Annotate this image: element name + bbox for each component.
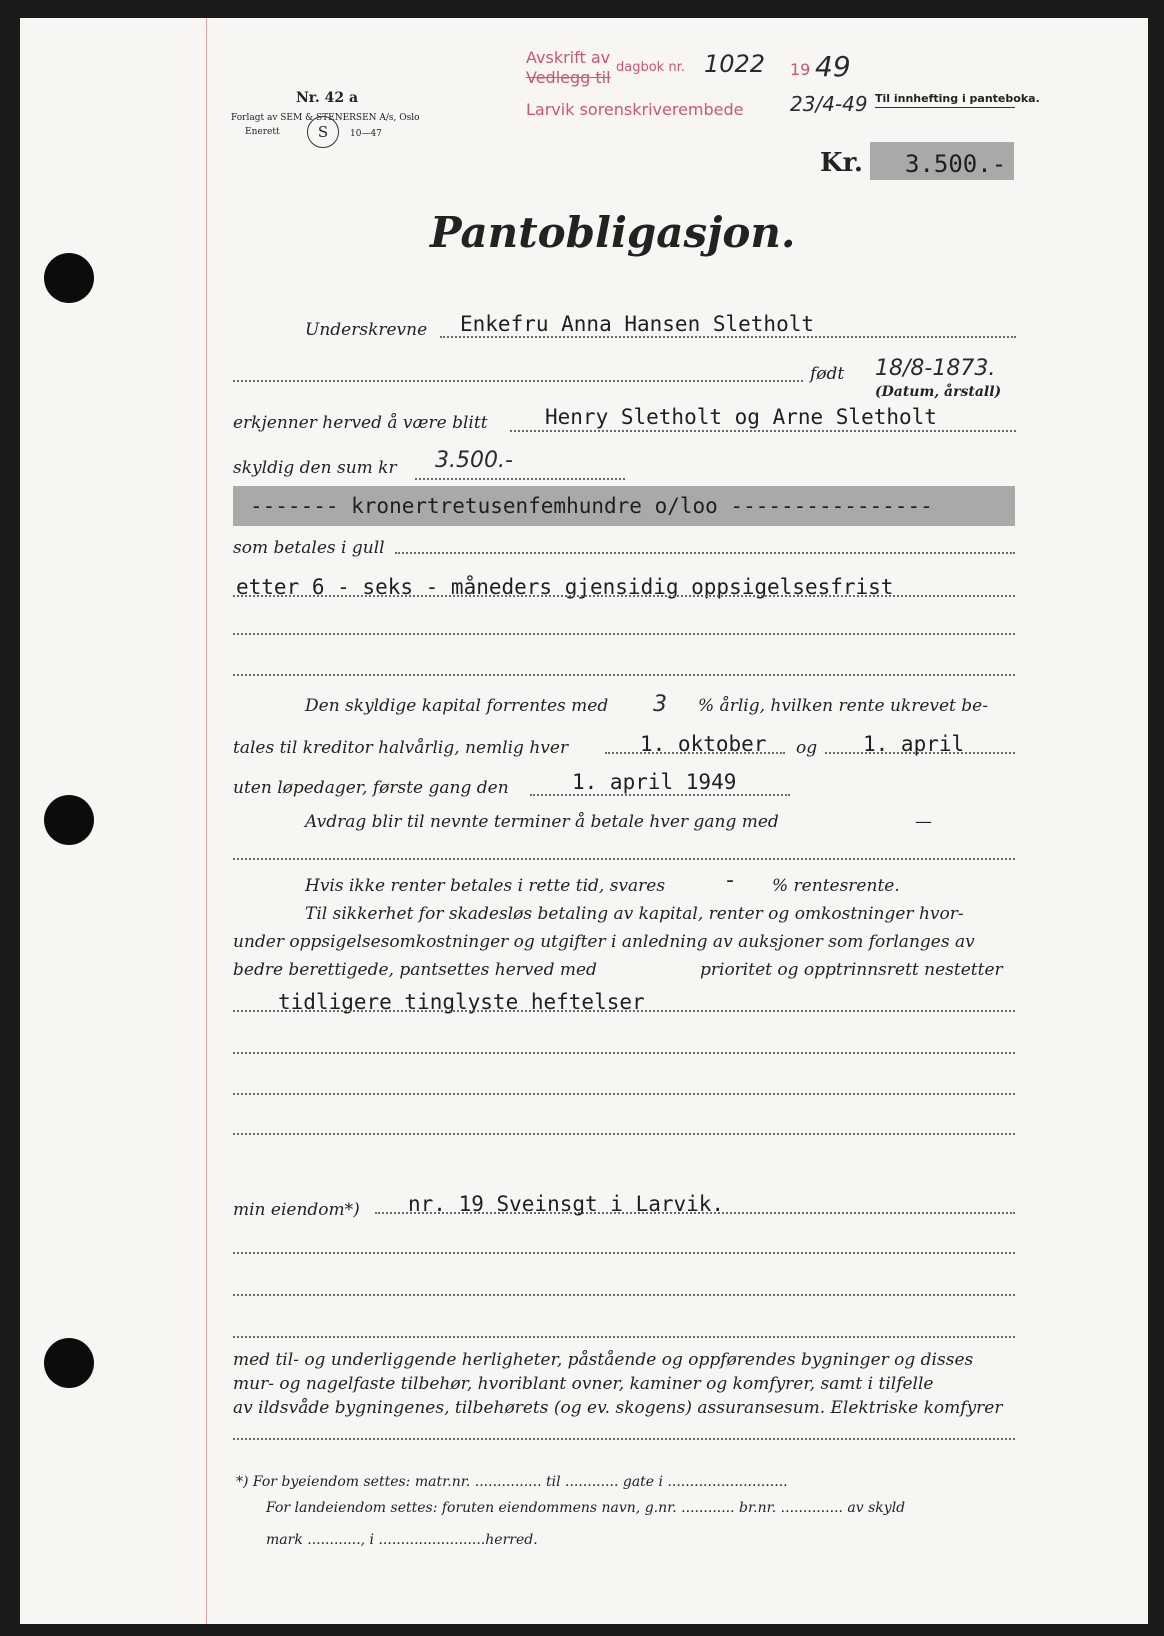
margin-rule — [206, 18, 207, 1624]
dotted-line — [233, 1010, 1015, 1012]
born-label: født — [810, 364, 845, 384]
interest-text2: % årlig, hvilken rente ukrevet be- — [698, 696, 988, 716]
dotted-line — [530, 794, 790, 796]
dotted-line — [233, 1438, 1015, 1440]
born-hint: (Datum, årstall) — [875, 384, 1002, 400]
publisher-code: 10—47 — [350, 129, 382, 139]
copy-stamp-line1: Avskrift av — [526, 48, 611, 67]
dotted-line — [440, 336, 1016, 338]
dotted-line — [233, 1093, 1015, 1095]
punch-hole — [44, 1338, 94, 1388]
appurtenances-1: med til- og underliggende herligheter, påstående og oppførendes bygninger og disses — [233, 1350, 974, 1370]
penalty-text2: % rentesrente. — [772, 876, 900, 896]
dotted-line — [233, 633, 1015, 635]
dotted-line — [233, 1252, 1015, 1254]
document-title: Pantobligasjon. — [430, 208, 796, 257]
amount-label: Kr. — [820, 148, 863, 178]
publisher-logo: S — [307, 116, 339, 148]
sum-in-words: ------- kronertretusenfemhundre o/loo ---------------- — [250, 494, 933, 518]
payment-date-1: 1. oktober — [640, 732, 767, 756]
security-text-3b: prioritet og opptrinnsrett nestetter — [700, 960, 1003, 980]
born-value: 18/8-1873. — [875, 356, 996, 381]
footnote-line-1: *) For byeiendom settes: matr.nr. ............... til ............ gate i ........................... — [236, 1474, 788, 1490]
copy-stamp-diary: dagbok nr. — [616, 60, 685, 75]
interest-text: Den skyldige kapital forrentes med — [305, 696, 609, 716]
dotted-line — [233, 1052, 1015, 1054]
gold-label: som betales i gull — [233, 538, 385, 558]
dotted-line — [233, 1336, 1015, 1338]
installment-value: — — [915, 812, 932, 832]
payment-date-2: 1. april — [863, 732, 965, 756]
creditor-value: Henry Sletholt og Arne Sletholt — [545, 405, 937, 429]
dotted-line — [233, 595, 1015, 597]
publisher-line: Forlagt av SEM & STENERSEN A/s, Oslo — [231, 113, 420, 123]
creditor-label: erkjenner herved å være blitt — [233, 413, 488, 433]
copy-stamp-line2: Vedlegg til — [526, 68, 611, 87]
appurtenances-3: av ildsvåde bygningenes, tilbehørets (og ev. skogens) assuransesum. Elektriske komfyrer — [233, 1398, 1003, 1418]
diary-number: 1022 — [704, 50, 766, 78]
footnote-line-2: For landeiendom settes: foruten eiendommens navn, g.nr. ............ br.nr. .............. av skyld — [266, 1500, 906, 1516]
penalty-value: - — [726, 868, 734, 893]
punch-hole — [44, 795, 94, 845]
year-suffix: 49 — [815, 50, 851, 83]
undersigned-label: Underskrevne — [305, 320, 428, 340]
terms-line: etter 6 - seks - måneders gjensidig oppsigelsesfrist — [236, 575, 894, 599]
property-value: nr. 19 Sveinsgt i Larvik. — [408, 1192, 725, 1216]
security-text-1: Til sikkerhet for skadesløs betaling av kapital, renter og omkostninger hvor- — [305, 904, 964, 924]
dotted-line — [415, 478, 625, 480]
form-number: Nr. 42 a — [296, 90, 359, 106]
dotted-line — [233, 674, 1015, 676]
dotted-line — [510, 430, 1016, 432]
and-label: og — [796, 738, 818, 758]
first-payment-label: uten løpedager, første gang den — [233, 778, 509, 798]
binding-note-rule — [875, 107, 1015, 108]
dotted-line — [233, 380, 803, 382]
interest-rate: 3 — [653, 692, 667, 717]
footnote-line-3: mark ............, i ........................herred. — [266, 1532, 538, 1548]
penalty-text: Hvis ikke renter betales i rette tid, svares — [305, 876, 666, 896]
dotted-line — [395, 552, 1015, 554]
property-label: min eiendom*) — [233, 1200, 360, 1220]
binding-note: Til innhefting i panteboka. — [875, 92, 1040, 105]
sum-value: 3.500.- — [435, 448, 513, 473]
undersigned-value: Enkefru Anna Hansen Sletholt — [460, 312, 815, 336]
priority-value: tidligere tinglyste heftelser — [278, 990, 645, 1014]
sum-label: skyldig den sum kr — [233, 458, 397, 478]
amount-value: 3.500.- — [905, 150, 1007, 178]
first-payment-date: 1. april 1949 — [572, 770, 737, 794]
dotted-line — [233, 858, 1015, 860]
security-text-2: under oppsigelsesomkostninger og utgifter i anledning av auksjoner som forlanges av — [233, 932, 975, 952]
dotted-line — [233, 1133, 1015, 1135]
year-prefix: 19 — [790, 60, 811, 79]
court-office: Larvik sorenskriverembede — [526, 100, 744, 119]
publisher-rights: Enerett — [245, 127, 280, 137]
interest-text3: tales til kreditor halvårlig, nemlig hver — [233, 738, 569, 758]
registration-date: 23/4-49 — [790, 92, 868, 116]
security-text-3a: bedre berettigede, pantsettes herved med — [233, 960, 597, 980]
installment-text: Avdrag blir til nevnte terminer å betale hver gang med — [305, 812, 779, 832]
punch-hole — [44, 253, 94, 303]
dotted-line — [233, 1294, 1015, 1296]
appurtenances-2: mur- og nagelfaste tilbehør, hvoriblant ovner, kaminer og komfyrer, samt i tilfelle — [233, 1374, 934, 1394]
